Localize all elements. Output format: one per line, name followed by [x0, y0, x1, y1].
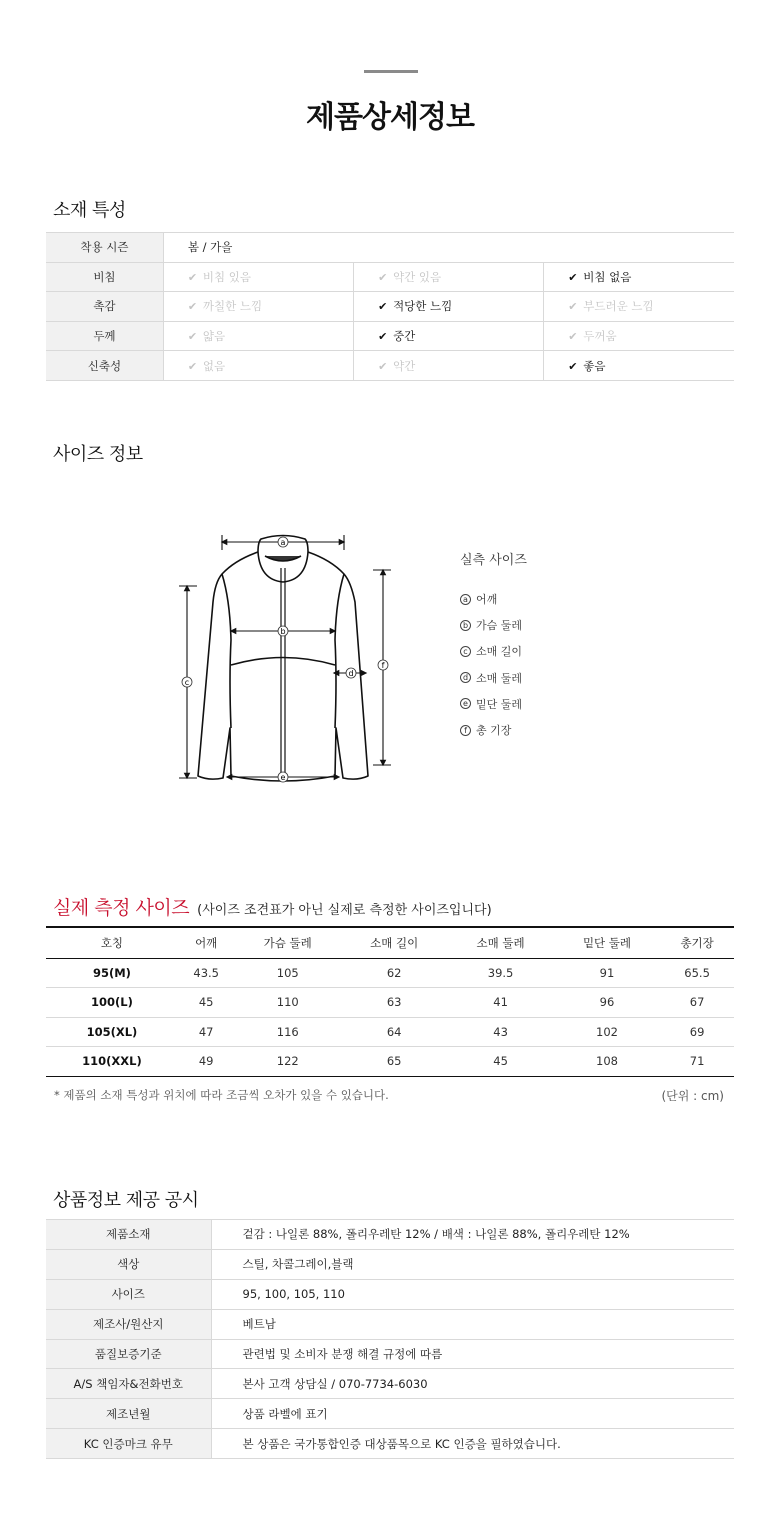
product-info-value: 상품 라벨에 표기 [211, 1399, 734, 1429]
material-row [46, 262, 734, 292]
product-info-value: 베트남 [211, 1309, 734, 1339]
material-option-label: 약간 [393, 358, 416, 373]
check-icon: ✔ [378, 330, 388, 344]
legend-item [460, 717, 522, 743]
jacket-outline [198, 536, 368, 782]
product-info-row [46, 1429, 734, 1459]
legend-label: 밑단 둘레 [476, 697, 523, 711]
size-value-cell: 43 [447, 1017, 553, 1047]
legend-mark: e [460, 698, 471, 709]
size-code-cell: 100(L) [46, 988, 178, 1018]
legend-item [460, 691, 522, 717]
product-info-section-title: 상품정보 제공 공시 [53, 1190, 199, 1211]
check-icon: ✔ [187, 330, 198, 344]
size-value-cell: 67 [660, 988, 734, 1018]
product-info-label: 제조년월 [46, 1399, 211, 1429]
product-info-value: 겉감 : 나일론 88%, 폴리우레탄 12% / 배색 : 나일론 88%, 폴리우레탄 12% [211, 1220, 734, 1250]
material-option-selected [544, 262, 734, 292]
legend-item [460, 586, 522, 612]
mark-a: a [280, 538, 286, 547]
size-table [46, 926, 734, 1077]
product-info-row [46, 1249, 734, 1279]
material-table [46, 232, 734, 381]
material-option-selected [354, 321, 544, 351]
page-title: 제품상세정보 [306, 100, 474, 135]
measured-size-title: 실제 측정 사이즈 [53, 897, 190, 919]
size-value-cell: 39.5 [447, 958, 553, 988]
size-value-cell: 65 [341, 1047, 447, 1077]
material-option-label: 중간 [393, 329, 416, 344]
mark-e: e [280, 773, 286, 782]
check-icon: ✔ [187, 359, 198, 373]
check-icon: ✔ [187, 270, 198, 284]
legend-mark: f [460, 725, 471, 736]
size-value-cell: 43.5 [178, 958, 235, 988]
product-info-label: 품질보증기준 [46, 1339, 211, 1369]
material-option-label: 비침 없음 [583, 269, 632, 284]
table-row [46, 988, 734, 1018]
product-info-row [46, 1220, 734, 1250]
size-code-cell: 110(XXL) [46, 1047, 178, 1077]
size-value-cell: 65.5 [660, 958, 734, 988]
material-option-selected [354, 292, 544, 322]
material-option [544, 292, 734, 322]
legend-label: 소매 길이 [476, 645, 523, 659]
product-info-label: 제조사/원산지 [46, 1309, 211, 1339]
legend-item [460, 612, 522, 638]
check-icon: ✔ [187, 300, 198, 314]
product-info-value: 본사 고객 상담실 / 070-7734-6030 [211, 1369, 734, 1399]
legend-mark: d [460, 672, 471, 683]
size-column-header: 호칭 [46, 927, 178, 958]
material-option [544, 321, 734, 351]
unit-label: (단위 : cm) [661, 1089, 724, 1103]
material-option-label: 부드러운 느낌 [583, 299, 654, 314]
material-option [163, 351, 353, 381]
size-value-cell: 45 [447, 1047, 553, 1077]
check-icon: ✔ [568, 300, 578, 314]
legend-title: 실측 사이즈 [460, 553, 527, 568]
size-value-cell: 69 [660, 1017, 734, 1047]
size-value-cell: 64 [341, 1017, 447, 1047]
check-icon: ✔ [378, 270, 388, 284]
legend-item [460, 665, 522, 691]
product-info-row [46, 1369, 734, 1399]
legend-label: 가슴 둘레 [476, 619, 523, 633]
material-option-label: 약간 있음 [393, 269, 442, 284]
product-info-value: 관련법 및 소비자 분쟁 해결 규정에 따름 [211, 1339, 734, 1369]
material-option-label: 좋음 [583, 358, 606, 373]
product-info-table [46, 1219, 734, 1459]
product-info-row [46, 1399, 734, 1429]
product-info-label: 제품소재 [46, 1220, 211, 1250]
legend-label: 소매 둘레 [476, 671, 523, 685]
measured-size-subtitle: (사이즈 조견표가 아닌 실제로 측정한 사이즈입니다) [197, 903, 492, 918]
material-option-label: 까칠한 느낌 [202, 299, 263, 314]
product-info-row [46, 1309, 734, 1339]
size-value-cell: 105 [235, 958, 341, 988]
size-value-cell: 91 [554, 958, 660, 988]
size-value-cell: 116 [235, 1017, 341, 1047]
product-info-row [46, 1279, 734, 1309]
table-row [46, 1017, 734, 1047]
size-code-cell: 105(XL) [46, 1017, 178, 1047]
title-accent-rule [364, 70, 418, 73]
season-label: 착용 시즌 [46, 233, 163, 263]
material-row-label: 촉감 [46, 292, 163, 322]
check-icon: ✔ [568, 330, 578, 344]
legend-mark: b [460, 620, 471, 631]
size-value-cell: 47 [178, 1017, 235, 1047]
season-row [46, 233, 734, 263]
size-value-cell: 49 [178, 1047, 235, 1077]
material-row [46, 321, 734, 351]
legend-mark: c [460, 646, 471, 657]
size-value-cell: 122 [235, 1047, 341, 1077]
material-option [163, 262, 353, 292]
product-info-value: 본 상품은 국가통합인증 대상품목으로 KC 인증을 필하였습니다. [211, 1429, 734, 1459]
material-option [163, 321, 353, 351]
jacket-measurement-diagram [175, 530, 397, 788]
product-info-row [46, 1339, 734, 1369]
size-value-cell: 62 [341, 958, 447, 988]
size-column-header: 소매 길이 [341, 927, 447, 958]
check-icon: ✔ [378, 300, 388, 314]
material-option-label: 적당한 느낌 [393, 299, 453, 314]
legend-mark: a [460, 594, 471, 605]
size-info-section-title: 사이즈 정보 [53, 444, 143, 465]
material-option-selected [544, 351, 734, 381]
product-info-label: 색상 [46, 1249, 211, 1279]
legend-label: 어깨 [476, 593, 498, 607]
size-column-header: 소매 둘레 [447, 927, 553, 958]
product-info-label: KC 인증마크 유무 [46, 1429, 211, 1459]
material-option-label: 비침 있음 [202, 269, 251, 284]
mark-b: b [280, 627, 286, 636]
material-row-label: 두께 [46, 321, 163, 351]
size-value-cell: 71 [660, 1047, 734, 1077]
size-value-cell: 63 [341, 988, 447, 1018]
material-option [163, 292, 353, 322]
material-option [354, 351, 544, 381]
product-info-label: 사이즈 [46, 1279, 211, 1309]
size-column-header: 밑단 둘레 [554, 927, 660, 958]
size-value-cell: 96 [554, 988, 660, 1018]
material-row [46, 351, 734, 381]
size-value-cell: 41 [447, 988, 553, 1018]
check-icon: ✔ [568, 270, 578, 284]
size-column-header: 어깨 [178, 927, 235, 958]
mark-c: c [184, 678, 190, 687]
material-option [354, 262, 544, 292]
product-info-label: A/S 책임자&전화번호 [46, 1369, 211, 1399]
table-row [46, 958, 734, 988]
material-row-label: 비침 [46, 262, 163, 292]
size-code-cell: 95(M) [46, 958, 178, 988]
product-info-value: 95, 100, 105, 110 [211, 1279, 734, 1309]
size-value-cell: 102 [554, 1017, 660, 1047]
measurement-note: * 제품의 소재 특성과 위치에 따라 조금씩 오차가 있을 수 있습니다. [54, 1088, 389, 1102]
legend-label: 총 기장 [476, 724, 512, 738]
check-icon: ✔ [378, 359, 388, 373]
legend-item [460, 638, 522, 664]
season-value: 봄 / 가을 [163, 233, 734, 263]
check-icon: ✔ [568, 359, 578, 373]
material-option-label: 두꺼움 [583, 329, 617, 344]
size-value-cell: 110 [235, 988, 341, 1018]
product-info-value: 스틸, 차콜그레이,블랙 [211, 1249, 734, 1279]
measured-size-heading [53, 893, 492, 920]
material-option-label: 얇음 [202, 329, 226, 344]
material-row [46, 292, 734, 322]
size-column-header: 총기장 [660, 927, 734, 958]
table-row [46, 1047, 734, 1077]
size-column-header: 가슴 둘레 [235, 927, 341, 958]
size-value-cell: 108 [554, 1047, 660, 1077]
material-option-label: 없음 [202, 358, 226, 373]
measurement-legend [460, 586, 522, 743]
mark-d: d [348, 669, 354, 678]
material-row-label: 신축성 [46, 351, 163, 381]
size-value-cell: 45 [178, 988, 235, 1018]
mark-f: f [381, 661, 385, 670]
material-section-title: 소재 특성 [53, 200, 126, 221]
